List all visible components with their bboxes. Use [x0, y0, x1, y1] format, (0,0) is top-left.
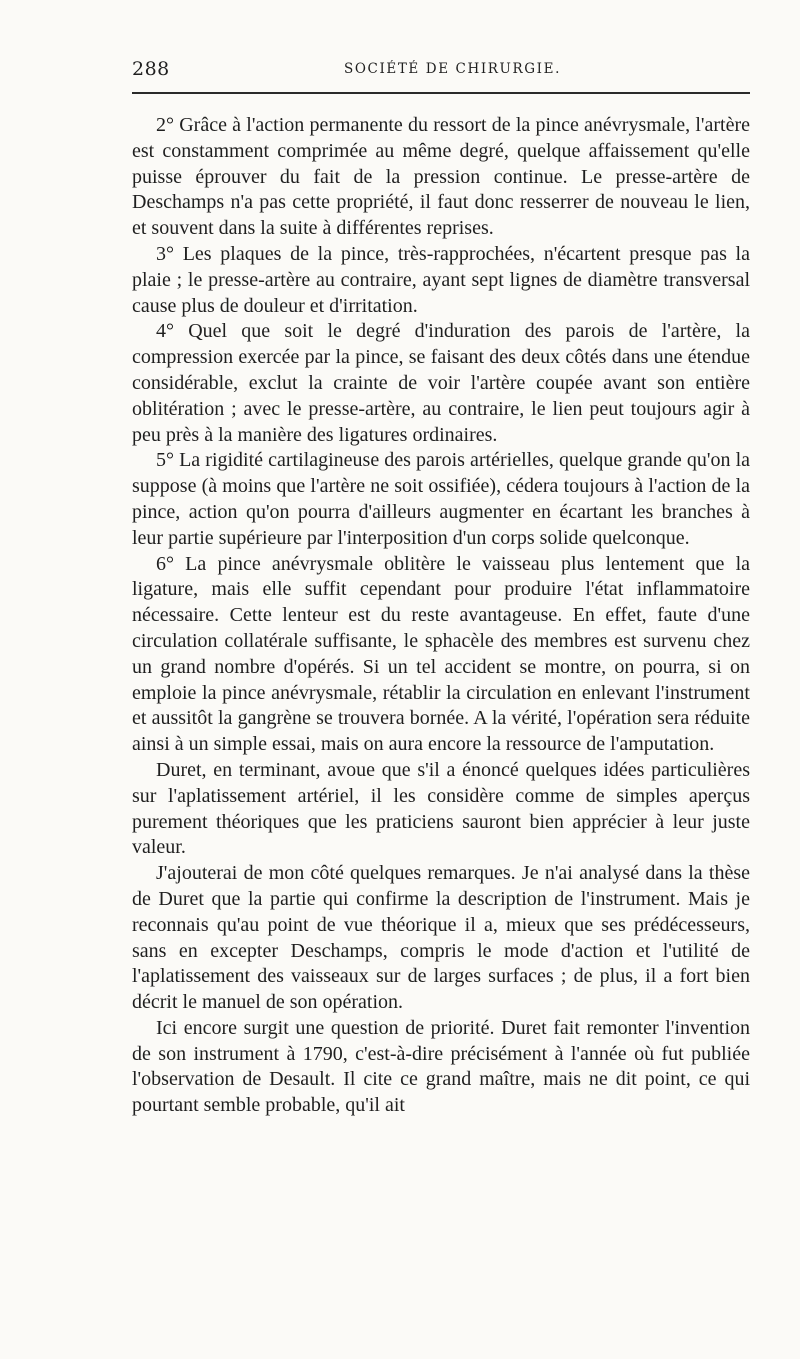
- running-title: SOCIÉTÉ DE CHIRURGIE.: [344, 61, 561, 77]
- header-rule: [132, 92, 750, 94]
- page-header: [132, 58, 750, 88]
- paragraph: J'ajouterai de mon côté quelques remarques. Je n'ai analysé dans la thèse de Duret que la partie qui confirme la description de l'instrument. Mais je reconnais qu'au point de vue théorique il a, mieux que ses prédécesseurs, sans en excepter Deschamps, compris le mode d'action et l'utilité de l'aplatissement des vaisseaux sur de larges surfaces ; de plus, il a fort bien décrit le manuel de son opération.: [132, 862, 750, 1014]
- body-text: [132, 113, 750, 1119]
- paragraph: 5° La rigidité cartilagineuse des parois artérielles, quelque grande qu'on la suppose (à moins que l'artère ne soit ossifiée), cédera toujours à l'action de la pince, action qu'on pourra d'ailleurs augmenter en écartant les branches à leur partie supérieure par l'interposition d'un corps solide quelconque.: [132, 449, 750, 549]
- paragraph: 2° Grâce à l'action permanente du ressort de la pince anévrysmale, l'artère est constamment comprimée au même degré, quelque affaissement qu'elle puisse éprouver du fait de la pression continue. Le presse-artère de Deschamps n'a pas cette propriété, il faut donc resserrer de nouveau le lien, et souvent dans la suite à différentes reprises.: [132, 114, 750, 240]
- paragraph: 4° Quel que soit le degré d'induration des parois de l'artère, la compression exercée par la pince, se faisant des deux côtés dans une étendue considérable, exclut la crainte de voir l'artère coupée avant son entière oblitération ; avec le presse-artère, au contraire, le lien peut toujours agir à peu près à la manière des ligatures ordinaires.: [132, 320, 750, 446]
- paragraph: 3° Les plaques de la pince, très-rapprochées, n'écartent presque pas la plaie ; le presse-artère au contraire, ayant sept lignes de diamètre transversal cause plus de douleur et d'irritation.: [132, 242, 750, 317]
- paragraph: Duret, en terminant, avoue que s'il a énoncé quelques idées particulières sur l'aplatissement artériel, il les considère comme de simples aperçus purement théoriques que les praticiens sauront bien apprécier à leur juste valeur.: [132, 758, 750, 859]
- paragraph: 6° La pince anévrysmale oblitère le vaisseau plus lentement que la ligature, mais elle suffit cependant pour produire l'état inflammatoire nécessaire. Cette lenteur est du reste avantageuse. En effet, faute d'une circulation collatérale suffisante, le sphacèle des membres est survenu chez un grand nombre d'opérés. Si un tel accident se montre, on pourra, si on emploie la pince anévrysmale, rétablir la circulation en enlevant l'instrument et aussitôt la gangrène se trouvera bornée. A la vérité, l'opération sera réduite ainsi à un simple essai, mais on aura encore la ressource de l'amputation.: [132, 552, 750, 756]
- page-number: 288: [132, 58, 170, 80]
- paragraph: Ici encore surgit une question de priorité. Duret fait remonter l'invention de son instrument à 1790, c'est-à-dire précisément à l'année où fut publiée l'observation de Desault. Il cite ce grand maître, mais ne dit point, ce qui pourtant semble probable, qu'il ait: [132, 1016, 750, 1117]
